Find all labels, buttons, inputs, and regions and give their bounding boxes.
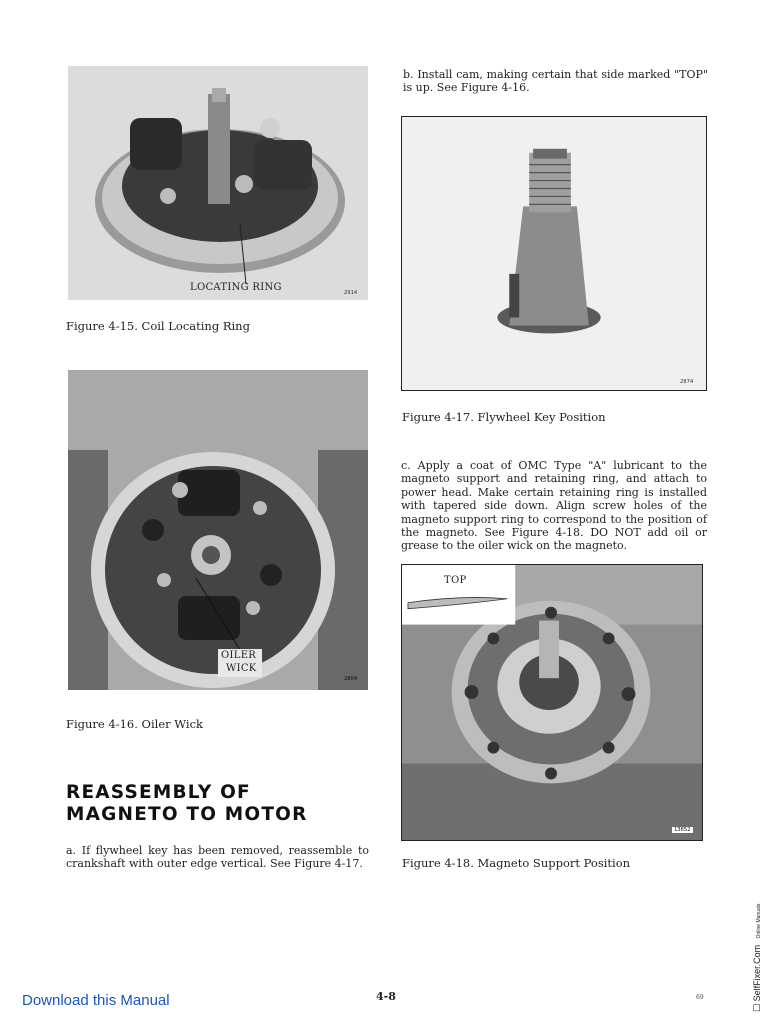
oiler-label: OILER	[221, 650, 257, 661]
figure-4-17-photo	[401, 116, 707, 391]
watermark-box-icon: ☐	[752, 1003, 762, 1012]
figure-4-17-caption: Figure 4-17. Flywheel Key Position	[402, 410, 606, 424]
figure-4-15-number: 2914	[344, 290, 358, 296]
figure-4-16-photo	[68, 370, 368, 690]
section-heading-line2: MAGNETO TO MOTOR	[66, 804, 308, 825]
step-a-text: a. If flywheel key has been removed, reassemble to crankshaft with outer edge vertical. See Figure 4-17.	[66, 844, 369, 871]
coil-locating-ring-image	[68, 66, 368, 300]
page-suffix: 69	[696, 994, 704, 1001]
figure-4-16-number: 2804	[344, 676, 358, 682]
figure-4-18-number: 13652	[674, 827, 691, 833]
figure-4-15-photo	[68, 66, 368, 300]
figure-4-17-number: 2874	[680, 379, 694, 385]
flywheel-key-image	[402, 117, 706, 390]
section-heading	[66, 782, 308, 826]
selffixer-watermark	[752, 872, 766, 1012]
wick-label: WICK	[226, 663, 257, 674]
figure-4-18-caption: Figure 4-18. Magneto Support Position	[402, 856, 631, 870]
figure-4-15-caption: Figure 4-15. Coil Locating Ring	[66, 319, 250, 333]
magneto-support-image	[402, 565, 702, 840]
oiler-wick-image	[68, 370, 368, 690]
download-manual-link[interactable]: Download this Manual	[22, 992, 170, 1009]
top-label: TOP	[444, 575, 467, 586]
section-heading-line1: REASSEMBLY OF	[66, 782, 251, 803]
watermark-site: SelfFixer.Com	[752, 944, 762, 1002]
watermark-text	[752, 904, 763, 1012]
figure-4-18-photo	[401, 564, 703, 841]
watermark-subtitle: Online Manuals	[756, 903, 762, 939]
step-c-text: c. Apply a coat of OMC Type "A" lubricant to the magneto support and retaining ring, and attach to power head. Make certain retaining ring is installed with tapered side down. Align screw holes of the magneto support ring to correspond to the position of the magneto. See Figure 4-18. DO NOT add oil or grease to the oiler wick on the magneto.	[401, 459, 707, 553]
locating-ring-label: LOCATING RING	[190, 282, 282, 293]
page-number: 4-8	[376, 990, 396, 1003]
figure-4-16-caption: Figure 4-16. Oiler Wick	[66, 717, 203, 731]
step-b-text: b. Install cam, making certain that side marked "TOP" is up. See Figure 4-16.	[403, 68, 708, 95]
